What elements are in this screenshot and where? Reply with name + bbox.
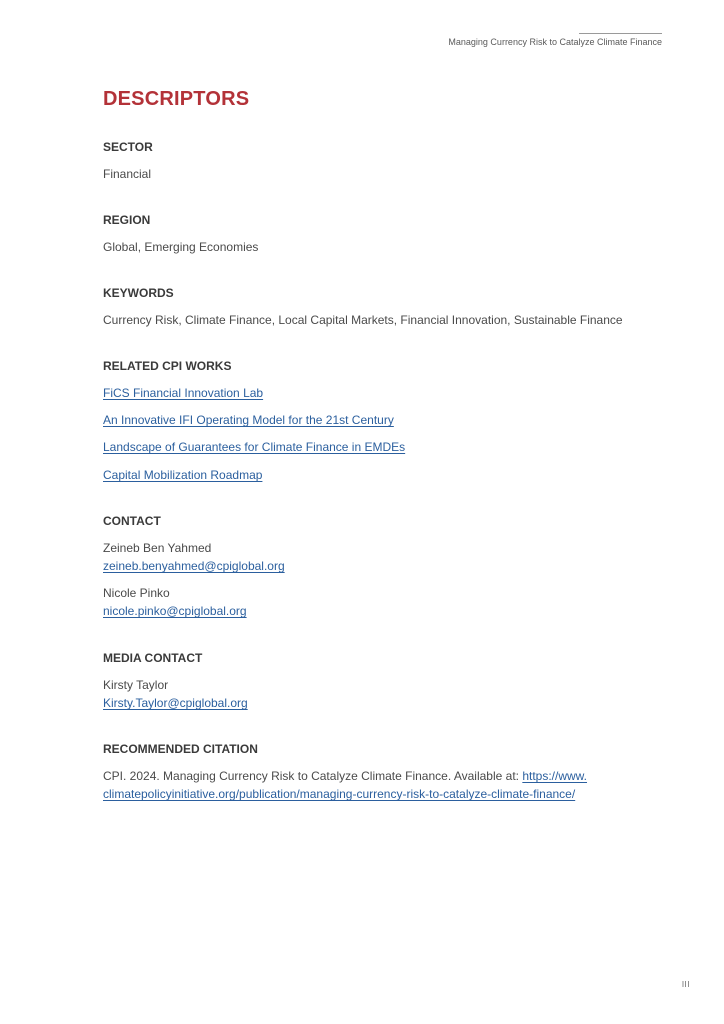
citation-section	[103, 741, 663, 803]
keywords-section	[103, 285, 663, 329]
region-section	[103, 212, 663, 256]
keywords-heading: KEYWORDS	[103, 286, 174, 300]
header-rule	[579, 33, 662, 34]
related-work-link-guarantees[interactable]: Landscape of Guarantees for Climate Finance in EMDEs	[103, 440, 406, 454]
sector-section	[103, 139, 663, 183]
region-heading: REGION	[103, 213, 151, 227]
page-title: DESCRIPTORS	[103, 88, 250, 110]
contact-name: Zeineb Ben Yahmed	[103, 541, 212, 555]
media-contact-heading: MEDIA CONTACT	[103, 651, 203, 665]
media-contact-email-link[interactable]: Kirsty.Taylor@cpiglobal.org	[103, 696, 248, 710]
page-number: III	[681, 980, 690, 989]
citation-heading: RECOMMENDED CITATION	[103, 742, 258, 756]
related-works-heading: RELATED CPI WORKS	[103, 359, 232, 373]
citation-url-link-continued[interactable]: climatepolicyinitiative.org/publication/managing-currency-risk-to-catalyze-climate-finance/	[103, 787, 576, 801]
citation-text	[103, 767, 663, 803]
citation-url-link[interactable]: https://www.	[522, 769, 588, 783]
contact-person	[103, 539, 663, 575]
sector-heading: SECTOR	[103, 140, 153, 154]
contact-name: Nicole Pinko	[103, 586, 170, 600]
citation-body: CPI. 2024. Managing Currency Risk to Catalyze Climate Finance. Available at:	[103, 769, 523, 783]
related-work-item	[103, 438, 405, 456]
contact-email-link[interactable]: nicole.pinko@cpiglobal.org	[103, 604, 247, 618]
related-work-item	[103, 411, 394, 429]
related-work-link-fics[interactable]: FiCS Financial Innovation Lab	[103, 386, 264, 400]
running-header-title: Managing Currency Risk to Catalyze Climate Finance	[448, 37, 662, 47]
contact-heading: CONTACT	[103, 514, 161, 528]
related-work-item	[103, 466, 262, 484]
related-work-link-ifi-model[interactable]: An Innovative IFI Operating Model for the 21st Century	[103, 413, 394, 427]
region-value: Global, Emerging Economies	[103, 240, 259, 254]
contact-section	[103, 513, 663, 620]
related-work-link-roadmap[interactable]: Capital Mobilization Roadmap	[103, 468, 263, 482]
sector-value: Financial	[103, 167, 152, 181]
contact-email-link[interactable]: zeineb.benyahmed@cpiglobal.org	[103, 559, 285, 573]
keywords-value: Currency Risk, Climate Finance, Local Capital Markets, Financial Innovation, Sustainable Finance	[103, 313, 623, 327]
media-contact-person	[103, 676, 663, 712]
media-contact-section	[103, 650, 663, 712]
contact-person	[103, 584, 663, 620]
related-work-item	[103, 384, 263, 402]
media-contact-name: Kirsty Taylor	[103, 678, 169, 692]
related-works-section	[103, 358, 663, 482]
descriptors-content	[103, 86, 663, 801]
